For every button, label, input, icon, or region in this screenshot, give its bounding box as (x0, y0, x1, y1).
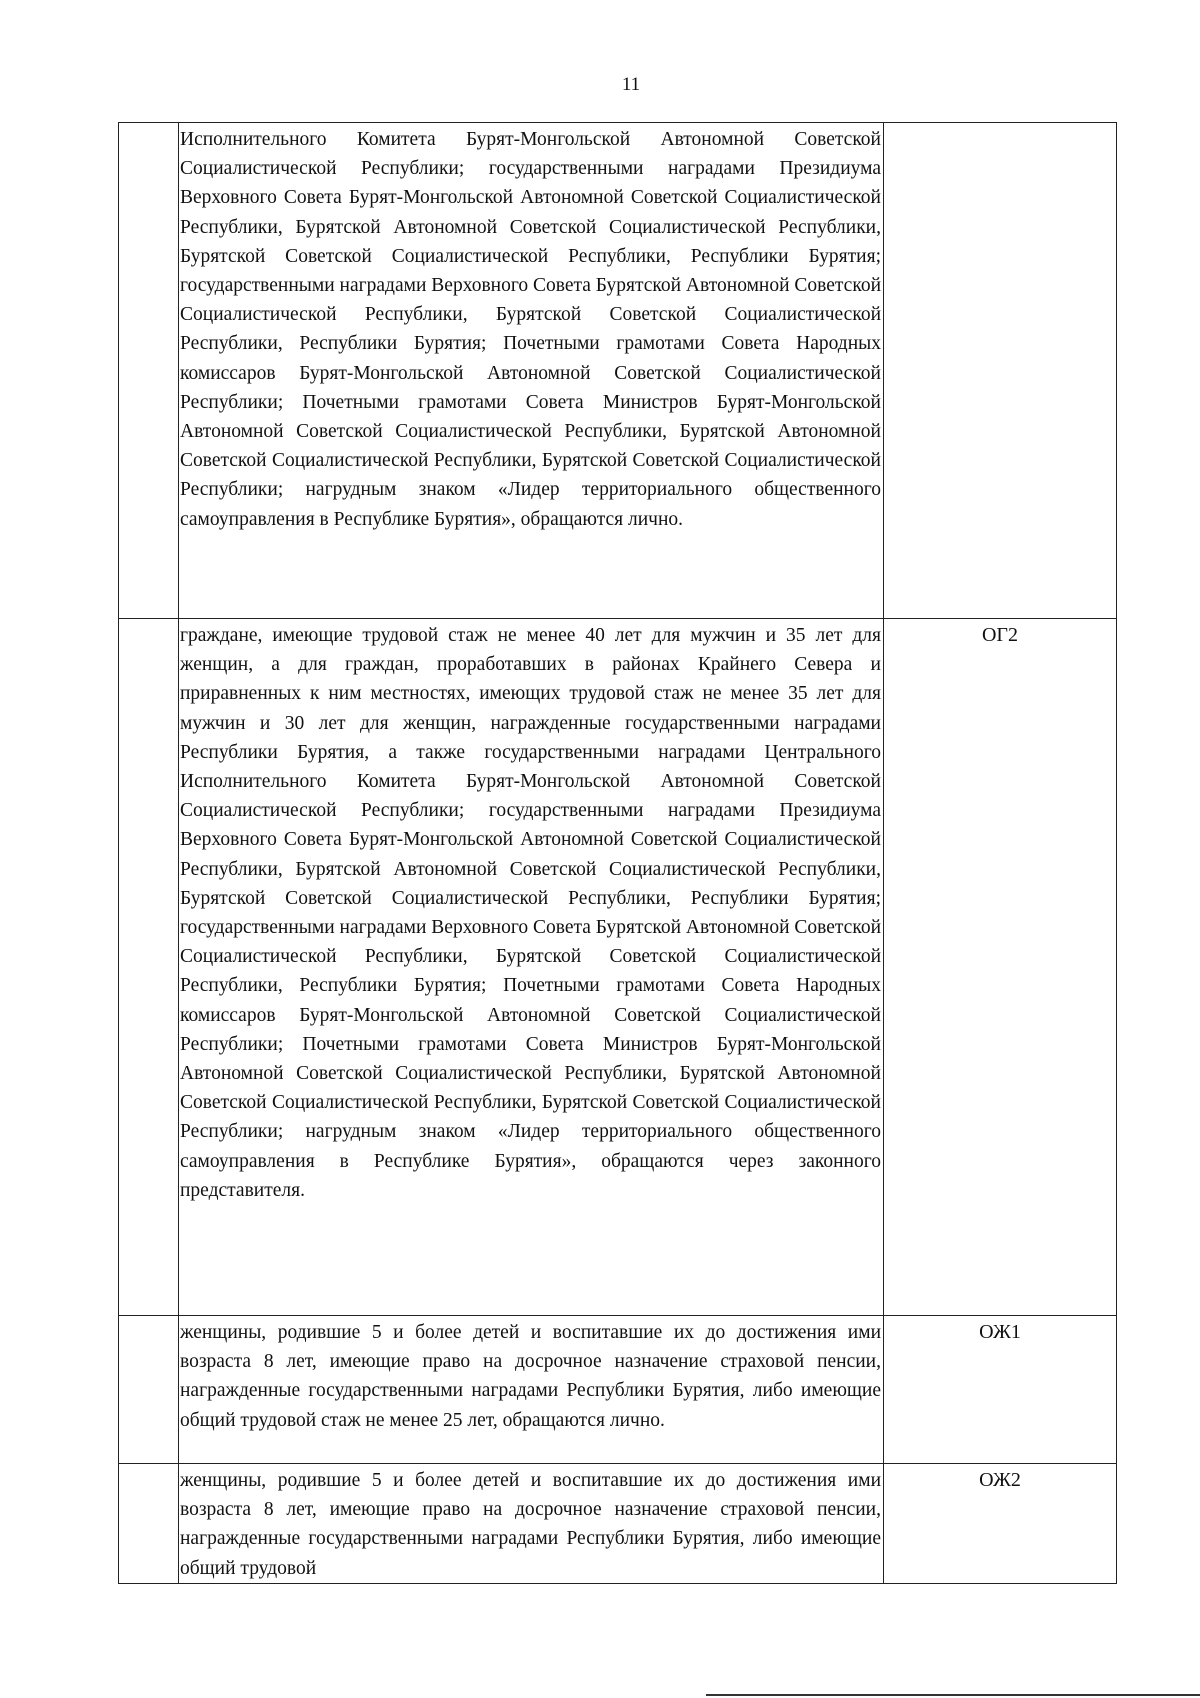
bottom-rule (706, 1694, 1200, 1696)
category-code-cell (884, 1464, 1117, 1584)
category-text: женщины, родившие 5 и более детей и воспитавшие их до достижения ими возраста 8 лет, имеющие право на досрочное назначение страховой пенсии, награжденные государственными наградами Республики Бурятия, либо имеющие общий трудовой (180, 1470, 881, 1579)
empty-cell (119, 1316, 179, 1464)
table-row (119, 1316, 1117, 1464)
table-row (119, 619, 1117, 1316)
category-description (179, 619, 884, 1316)
category-text: женщины, родившие 5 и более детей и воспитавшие их до достижения ими возраста 8 лет, имеющие право на досрочное назначение страховой пенсии, награжденные государственными наградами Республики Бурятия, либо имеющие общий трудовой стаж не менее 25 лет, обращаются лично. (180, 1322, 881, 1431)
category-text: Исполнительного Комитета Бурят-Монгольской Автономной Советской Социалистической Республики; государственными наградами Президиума Верховного Совета Бурят-Монгольской Автономной Советской Социалистической Республики, Бурятской Автономной Советской Социалистической Республики, Бурятской Советской Социалистической Республики, Республики Бурятия; государственными наградами Верховного Совета Бурятской Автономной Советской Социалистической Республики, Бурятской Советской Социалистической Республики, Республики Бурятия; Почетными грамотами Совета Народных комиссаров Бурят-Монгольской Автономной Советской Социалистической Республики; Почетными грамотами Совета Министров Бурят-Монгольской Автономной Советской Социалистической Республики, Бурятской Автономной Советской Социалистической Республики, Бурятской Советской Социалистической Республики; нагрудным знаком «Лидер территориального общественного самоуправления в Республике Бурятия», обращаются лично. (180, 129, 881, 530)
table-row (119, 1464, 1117, 1584)
category-description (179, 123, 884, 619)
empty-cell (119, 123, 179, 619)
eligibility-table (118, 122, 1117, 1584)
category-code-cell (884, 123, 1117, 619)
category-code: ОГ2 (981, 624, 1018, 646)
page-number: 11 (621, 74, 641, 95)
category-code: ОЖ1 (979, 1321, 1021, 1343)
empty-cell (119, 1464, 179, 1584)
category-description (179, 1316, 884, 1464)
category-description (179, 1464, 884, 1584)
category-text: граждане, имеющие трудовой стаж не менее 40 лет для мужчин и 35 лет для женщин, а для граждан, проработавших в районах Крайнего Севера и приравненных к ним местностях, имеющих трудовой стаж не менее 35 лет для мужчин и 30 лет для женщин, награжденные государственными наградами Республики Бурятия, а также государственными наградами Центрального Исполнительного Комитета Бурят-Монгольской Автономной Советской Социалистической Республики; государственными наградами Президиума Верховного Совета Бурят-Монгольской Автономной Советской Социалистической Республики, Бурятской Автономной Советской Социалистической Республики, Бурятской Советской Социалистической Республики, Республики Бурятия; государственными наградами Верховного Совета Бурятской Автономной Советской Социалистической Республики, Бурятской Советской Социалистической Республики, Республики Бурятия; Почетными грамотами Совета Народных комиссаров Бурят-Монгольской Автономной Советской Социалистической Республики; Почетными грамотами Совета Министров Бурят-Монгольской Автономной Советской Социалистической Республики, Бурятской Автономной Советской Социалистической Республики, Бурятской Советской Социалистической Республики; нагрудным знаком «Лидер территориального общественного самоуправления в Республике Бурятия», обращаются через законного представителя. (180, 625, 881, 1201)
category-code (884, 123, 1116, 125)
category-code-cell (884, 619, 1117, 1316)
empty-cell (119, 619, 179, 1316)
category-code-cell (884, 1316, 1117, 1464)
category-code: ОЖ2 (979, 1469, 1021, 1491)
table-row (119, 123, 1117, 619)
